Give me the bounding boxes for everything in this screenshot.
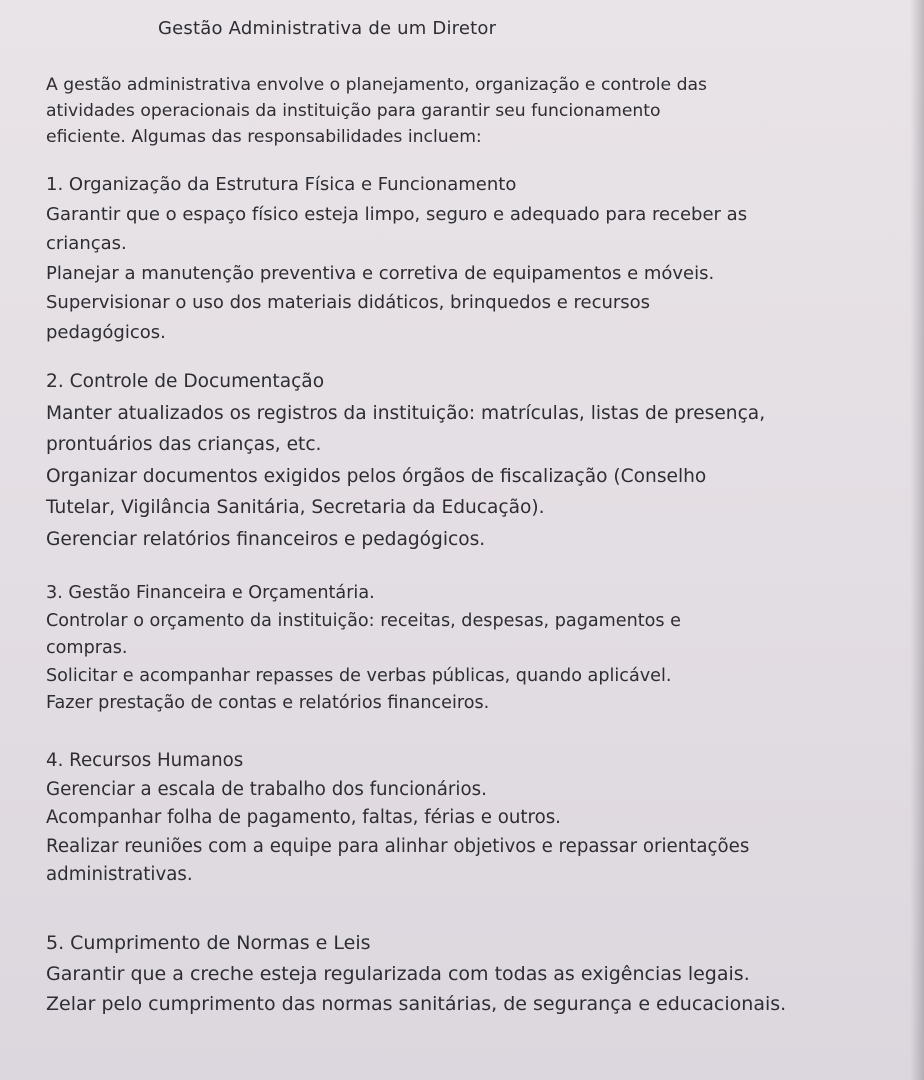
section-line: prontuários das crianças, etc.: [46, 434, 322, 455]
section-normas-leis: [46, 928, 886, 1020]
intro-line: atividades operacionais da instituição para garantir seu funcionamento: [46, 101, 661, 121]
section-estrutura-fisica: [46, 170, 886, 347]
section-line: pedagógicos.: [46, 321, 166, 343]
section-documentacao: [46, 366, 886, 555]
section-line: crianças.: [46, 233, 127, 254]
section-line: Zelar pelo cumprimento das normas sanitárias, de segurança e educacionais.: [46, 993, 787, 1015]
section-line: administrativas.: [46, 864, 193, 885]
section-line: Planejar a manutenção preventiva e corretiva de equipamentos e móveis.: [46, 262, 715, 284]
section-line: Gerenciar relatórios financeiros e pedagógicos.: [46, 528, 486, 550]
section-heading: 2. Controle de Documentação: [46, 371, 325, 392]
section-line: Acompanhar folha de pagamento, faltas, férias e outros.: [46, 807, 561, 828]
section-line: Garantir que o espaço físico esteja limpo, seguro e adequado para receber as: [46, 203, 748, 225]
section-line: Manter atualizados os registros da instituição: matrículas, listas de presença,: [46, 402, 766, 424]
section-heading: 5. Cumprimento de Normas e Leis: [46, 932, 371, 954]
intro-paragraph: [46, 72, 856, 150]
section-line: Controlar o orçamento da instituição: receitas, despesas, pagamentos e: [46, 610, 681, 631]
section-line: Supervisionar o uso dos materiais didáticos, brinquedos e recursos: [46, 292, 651, 313]
section-line: Tutelar, Vigilância Sanitária, Secretaria da Educação).: [46, 497, 545, 518]
section-line: Realizar reuniões com a equipe para alinhar objetivos e repassar orientações: [46, 835, 750, 857]
document-title: Gestão Administrativa de um Diretor: [158, 18, 497, 39]
section-line: Solicitar e acompanhar repasses de verbas públicas, quando aplicável.: [46, 665, 672, 686]
section-line: compras.: [46, 638, 128, 659]
section-financeira: [46, 580, 886, 718]
section-line: Organizar documentos exigidos pelos órgãos de fiscalização (Conselho: [46, 465, 707, 487]
section-recursos-humanos: [46, 747, 886, 890]
section-line: Gerenciar a escala de trabalho dos funcionários.: [46, 778, 487, 800]
intro-line: eficiente. Algumas das responsabilidades incluem:: [46, 127, 482, 147]
section-line: Garantir que a creche esteja regularizada com todas as exigências legais.: [46, 962, 750, 985]
section-heading: 1. Organização da Estrutura Física e Funcionamento: [46, 174, 517, 195]
intro-line: A gestão administrativa envolve o planejamento, organização e controle das: [46, 75, 707, 95]
page-edge-shadow: [910, 0, 924, 1080]
section-heading: 3. Gestão Financeira e Orçamentária.: [46, 583, 375, 603]
section-line: Fazer prestação de contas e relatórios financeiros.: [46, 693, 490, 714]
section-heading: 4. Recursos Humanos: [46, 750, 244, 771]
